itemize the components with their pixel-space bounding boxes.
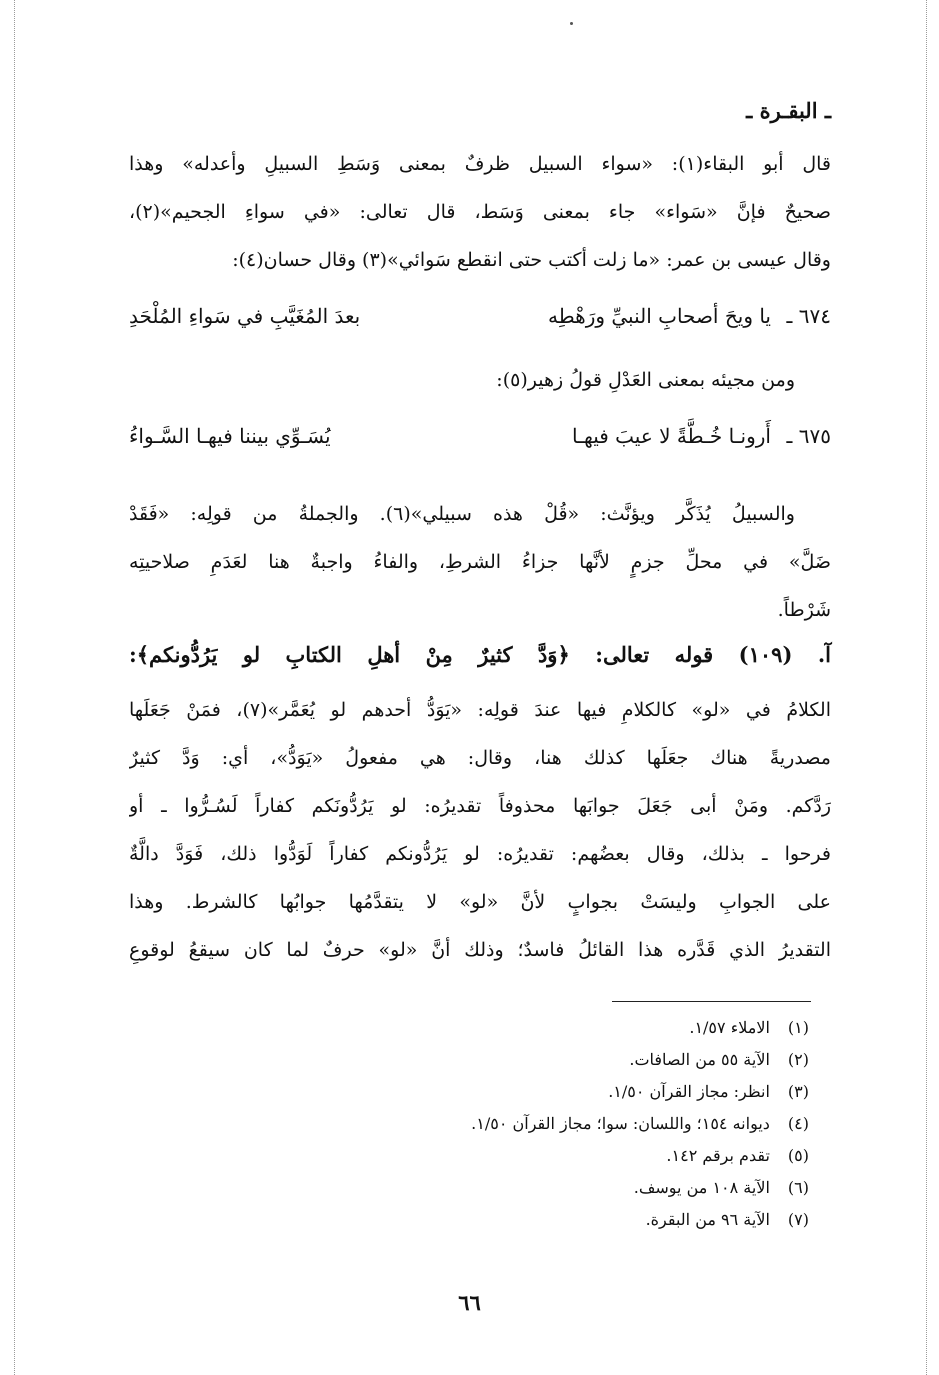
text-line: رَدَّكم. ومَنْ أبى جَعَلَ جوابَها محذوفاً تقديرُه: لو يَرُدُّونَكم كفاراً لَسُـرُّوا ـ أو xyxy=(129,795,831,817)
text-line: ومن مجيئه بمعنى العَدْلِ قولُ زهير(٥): xyxy=(496,369,795,391)
verse-second-hemistich: يُسَـوِّي بيننا فيهـا السَّـواءُ xyxy=(129,424,331,448)
footnote-text: تقدم برقم ١٤٢. xyxy=(666,1146,770,1165)
text-line: مصدريةً هناك جعَلَها كذلك هنا، وقال: هي مفعولُ «يَوَدُّ»، أي: وَدَّ كثيرٌ xyxy=(129,747,831,769)
footnote-number: (١) xyxy=(787,1018,809,1037)
verse-first-hemistich: أَرونـا خُـطَّةً لا عيبَ فيهـا xyxy=(572,424,771,448)
text-line: والسبيلُ يُذَكَّر ويؤنَّث: «قُلْ هذه سبيلي»(٦). والجملةُ من قولِه: «فَقَدْ xyxy=(129,503,795,525)
text-line: على الجوابِ وليسَتْ بجوابٍ لأنَّ «لو» لا يتقدَّمُها جوابُها كالشرط. وهذا xyxy=(129,891,831,913)
paragraph-sabil xyxy=(129,490,831,634)
text-line: وقال عيسى بن عمر: «ما زلت أكتب حتى انقطع سَوائي»(٣) وقال حسان(٤): xyxy=(232,249,831,271)
speck-dot xyxy=(570,22,573,25)
footnote-text: انظر: مجاز القرآن ١/٥٠. xyxy=(608,1082,770,1101)
left-margin-dots xyxy=(14,0,15,1375)
text-line: التقديرُ الذي قَدَّره هذا القائلُ فاسدٌ؛ وذلك أنَّ «لو» حرفٌ لما كان سيقعُ لوقوعِ xyxy=(129,939,831,961)
footnote-number: (٥) xyxy=(787,1146,809,1165)
text-line: صحيحٌ فإنَّ «سَواء» جاء بمعنى وَسَط، قال تعالى: «في سواءِ الجحيم»(٢)، xyxy=(129,201,831,223)
footnote-text: الآية ٩٦ من البقرة. xyxy=(645,1210,770,1229)
verse-number: ٦٧٥ ـ xyxy=(786,424,831,448)
text-line: قال أبو البقاء(١): «سواء السبيل ظرفٌ بمعنى وَسَطِ السبيلِ وأعدله» وهذا xyxy=(129,153,831,175)
footnote-item xyxy=(249,1012,809,1044)
footnote-item xyxy=(249,1140,809,1172)
footnote-number: (٧) xyxy=(787,1210,809,1229)
footnote-number: (٦) xyxy=(787,1178,809,1197)
page-number: ٦٦ xyxy=(458,1290,481,1315)
footnote-text: ديوانه ١٥٤؛ واللسان: سوا؛ مجاز القرآن ١/٥٠. xyxy=(471,1114,770,1133)
footnote-separator xyxy=(612,1001,811,1002)
footnote-number: (٣) xyxy=(787,1082,809,1101)
verse-674 xyxy=(129,304,831,348)
footnote-number: (٤) xyxy=(787,1114,809,1133)
footnote-item xyxy=(249,1108,809,1140)
text-line: شَرْطاً. xyxy=(777,599,831,621)
text-line: ضَلَّ» في محلِّ جزمٍ لأنَّها جزاءُ الشرطِ، والفاءُ واجبةٌ هنا لعَدَمِ صلاحيتِه xyxy=(129,551,831,573)
footnote-item xyxy=(249,1076,809,1108)
verse-number: ٦٧٤ ـ xyxy=(786,304,831,328)
footnote-text: الآية ١٠٨ من يوسف. xyxy=(633,1178,770,1197)
footnote-item xyxy=(249,1204,809,1236)
verse-675 xyxy=(129,424,831,468)
verse-second-hemistich: بعدَ المُغَيَّبِ في سَواءِ المُلْحَدِ xyxy=(129,304,361,328)
running-header: ـ البقـرة ـ xyxy=(746,98,831,123)
verse-heading-109: آ. (١٠٩) قوله تعالى: ﴿وَدَّ كثيرٌ مِنْ أهلِ الكتابِ لو يَرُدُّونكم﴾: xyxy=(129,642,831,667)
verse-first-hemistich: يا ويحَ أصحابِ النبيِّ ورَهْطِه xyxy=(548,304,771,328)
footnotes-list xyxy=(249,1012,809,1236)
text-line: الكلامُ في «لو» كالكلامِ فيها عندَ قولِه: «يَوَدُّ أحدهم لو يُعَمَّر»(٧)، فمَنْ جَعَلَها xyxy=(129,699,831,721)
footnote-text: الاملاء ١/٥٧. xyxy=(689,1018,770,1037)
text-line: فرحوا ـ بذلك، وقال بعضُهم: تقديرُه: لو يَرُدُّونكم كفاراً لَوَدُّوا ذلك، فَوَدَّ دالَّةٌ xyxy=(129,843,831,865)
paragraph-law xyxy=(129,686,831,974)
zuhair-intro-line xyxy=(93,356,831,404)
right-margin-dots xyxy=(926,0,927,1375)
footnote-item xyxy=(249,1044,809,1076)
footnote-item xyxy=(249,1172,809,1204)
paragraph-abu-baqa xyxy=(129,140,831,284)
footnote-number: (٢) xyxy=(787,1050,809,1069)
footnote-text: الآية ٥٥ من الصافات. xyxy=(629,1050,770,1069)
